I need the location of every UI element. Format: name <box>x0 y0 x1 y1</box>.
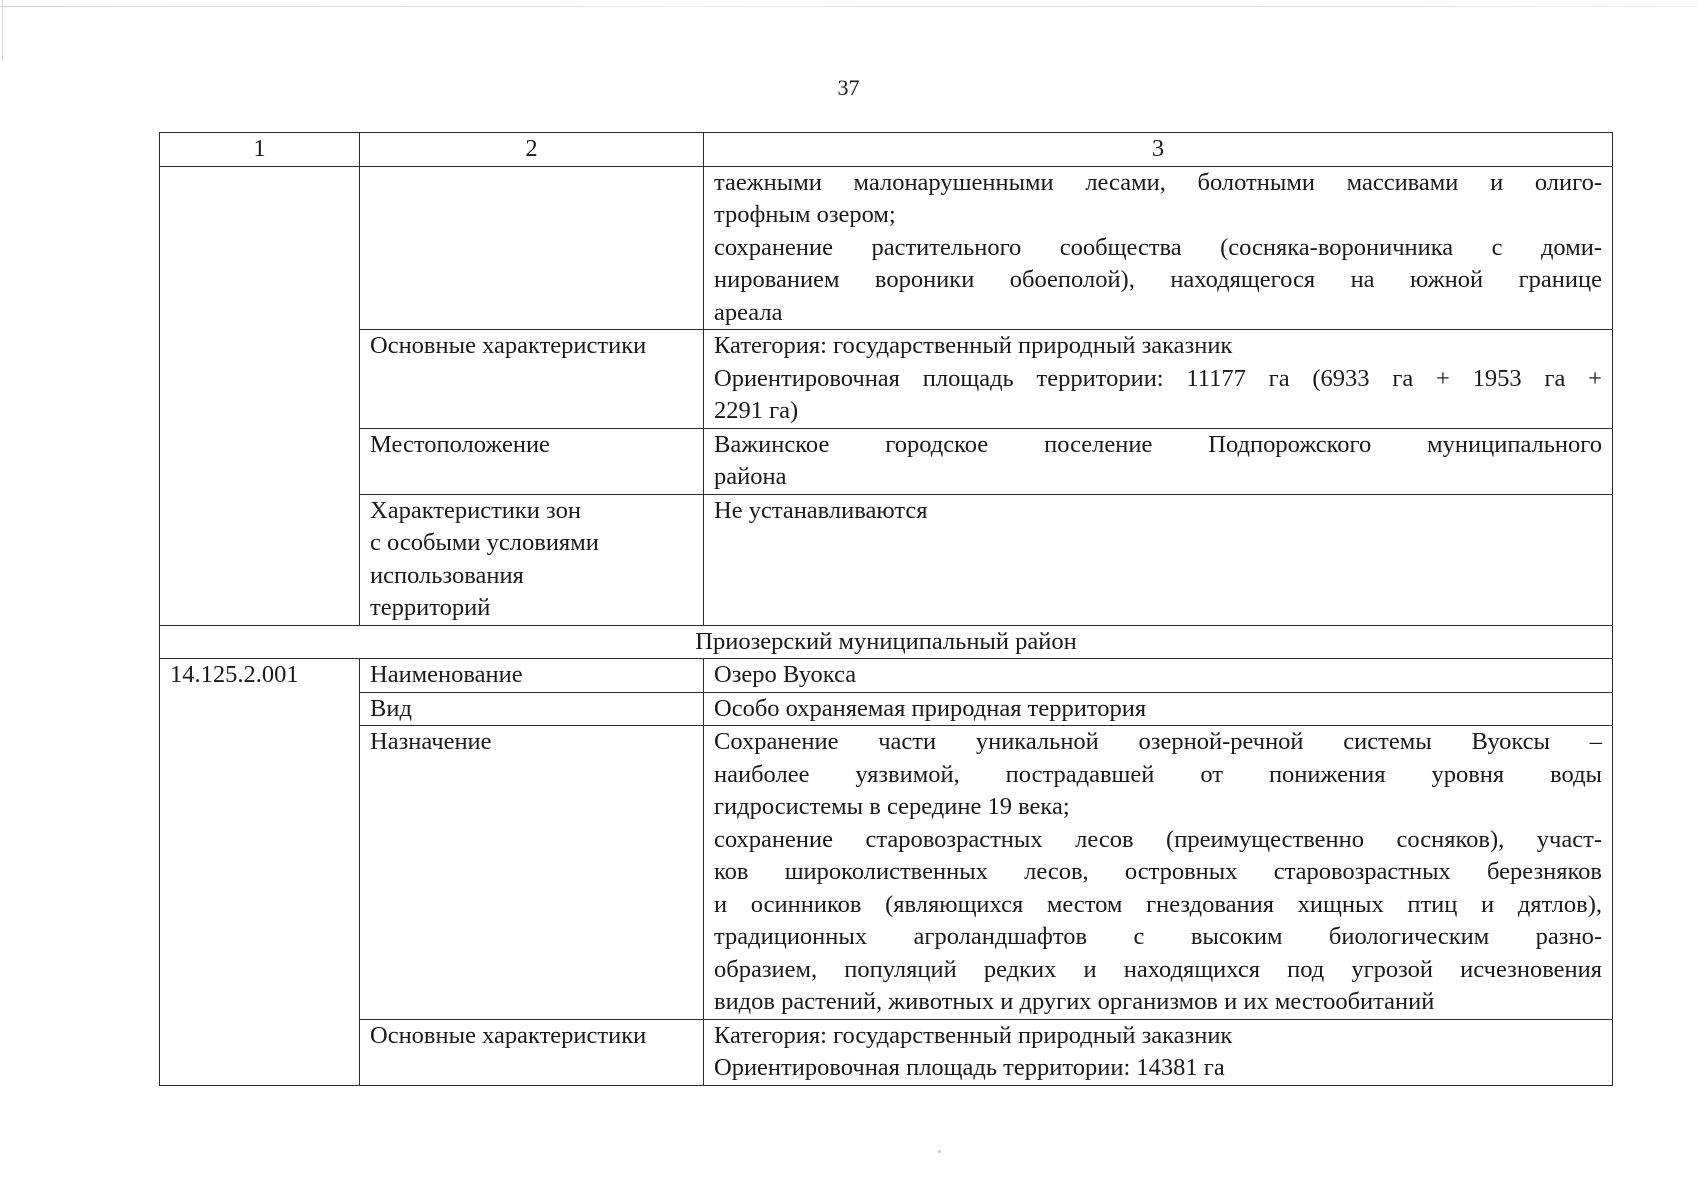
text-line: и осинников (являющихся местом гнездования хищных птиц и дятлов), <box>714 890 1602 918</box>
label-line: Характеристики зон <box>370 496 581 524</box>
text-line: Важинское городское поселение Подпорожского муниципального <box>714 430 1602 458</box>
section-title: Приозерский муниципальный район <box>160 625 1613 659</box>
text-line: гидросистемы в середине 19 века; <box>714 793 1070 820</box>
row-value <box>704 166 1613 330</box>
label-line: использования <box>370 561 524 589</box>
header-col-1: 1 <box>160 133 360 167</box>
table-row <box>160 692 1613 726</box>
text-line: ков широколиственных лесов, островных старовозрастных березняков <box>714 858 1602 885</box>
text-line: 2291 га) <box>714 397 799 424</box>
text-line: нированием вороники обоеполой), находящегося на южной границе <box>714 266 1602 293</box>
text-line: Ориентировочная площадь территории: 11177 га (6933 га + 1953 га + <box>714 364 1602 392</box>
text-line: Ориентировочная площадь территории: 14381 га <box>714 1054 1225 1081</box>
row-label <box>360 166 704 330</box>
header-col-2: 2 <box>360 133 704 167</box>
table-row <box>160 1019 1613 1085</box>
table-row <box>160 659 1613 693</box>
row-label: Назначение <box>360 726 704 1020</box>
table-row <box>160 166 1613 330</box>
row-label <box>360 494 704 625</box>
text-line: Категория: государственный природный заказник <box>714 1021 1233 1049</box>
text-line: района <box>714 463 787 490</box>
table-row <box>160 330 1613 429</box>
row-label: Основные характеристики <box>360 330 704 429</box>
text-line: Категория: государственный природный заказник <box>714 332 1233 359</box>
page-number: 37 <box>837 75 860 100</box>
scan-edge-left <box>2 0 3 60</box>
scan-edge-top <box>0 6 1697 7</box>
header-col-3: 3 <box>704 133 1613 167</box>
continued-number-cell <box>160 166 360 625</box>
row-value <box>704 428 1613 494</box>
text-line: видов растений, животных и других организмов и их местообитаний <box>714 988 1435 1015</box>
document-table <box>159 132 1613 1086</box>
text-line: сохранение растительного сообщества (сосняка-вороничника с доми- <box>714 233 1602 261</box>
label-line: территорий <box>370 594 491 621</box>
table-header-row <box>160 133 1613 167</box>
text-line: традиционных агроландшафтов с высоким биологическим разно- <box>714 923 1602 950</box>
section-row <box>160 625 1613 659</box>
label-line: с особыми условиями <box>370 529 599 556</box>
scan-speck <box>938 1150 941 1153</box>
text-line: трофным озером; <box>714 201 896 228</box>
text-line: Не устанавливаются <box>714 496 928 524</box>
text-line: сохранение старовозрастных лесов (преимущественно сосняков), участ- <box>714 825 1602 853</box>
entry-number: 14.125.2.001 <box>160 659 360 1086</box>
text-line: ареала <box>714 298 783 326</box>
row-label: Основные характеристики <box>360 1019 704 1085</box>
row-label: Вид <box>360 692 704 726</box>
table-row <box>160 726 1613 1020</box>
row-value <box>704 1019 1613 1085</box>
table-row <box>160 428 1613 494</box>
text-line: Особо охраняемая природная территория <box>714 694 1147 722</box>
row-value <box>704 692 1613 726</box>
text-line: Озеро Вуокса <box>714 661 857 688</box>
row-label: Местоположение <box>360 428 704 494</box>
text-line: наиболее уязвимой, пострадавшей от понижения уровня воды <box>714 760 1602 788</box>
table-row <box>160 494 1613 625</box>
row-label: Наименование <box>360 659 704 693</box>
row-value <box>704 330 1613 429</box>
text-line: образием, популяций редких и находящихся под угрозой исчезновения <box>714 955 1602 983</box>
text-line: таежными малонарушенными лесами, болотными массивами и олиго- <box>714 168 1602 196</box>
row-value <box>704 659 1613 693</box>
row-value <box>704 726 1613 1020</box>
row-value <box>704 494 1613 625</box>
text-line: Сохранение части уникальной озерной-речной системы Вуоксы – <box>714 728 1602 755</box>
